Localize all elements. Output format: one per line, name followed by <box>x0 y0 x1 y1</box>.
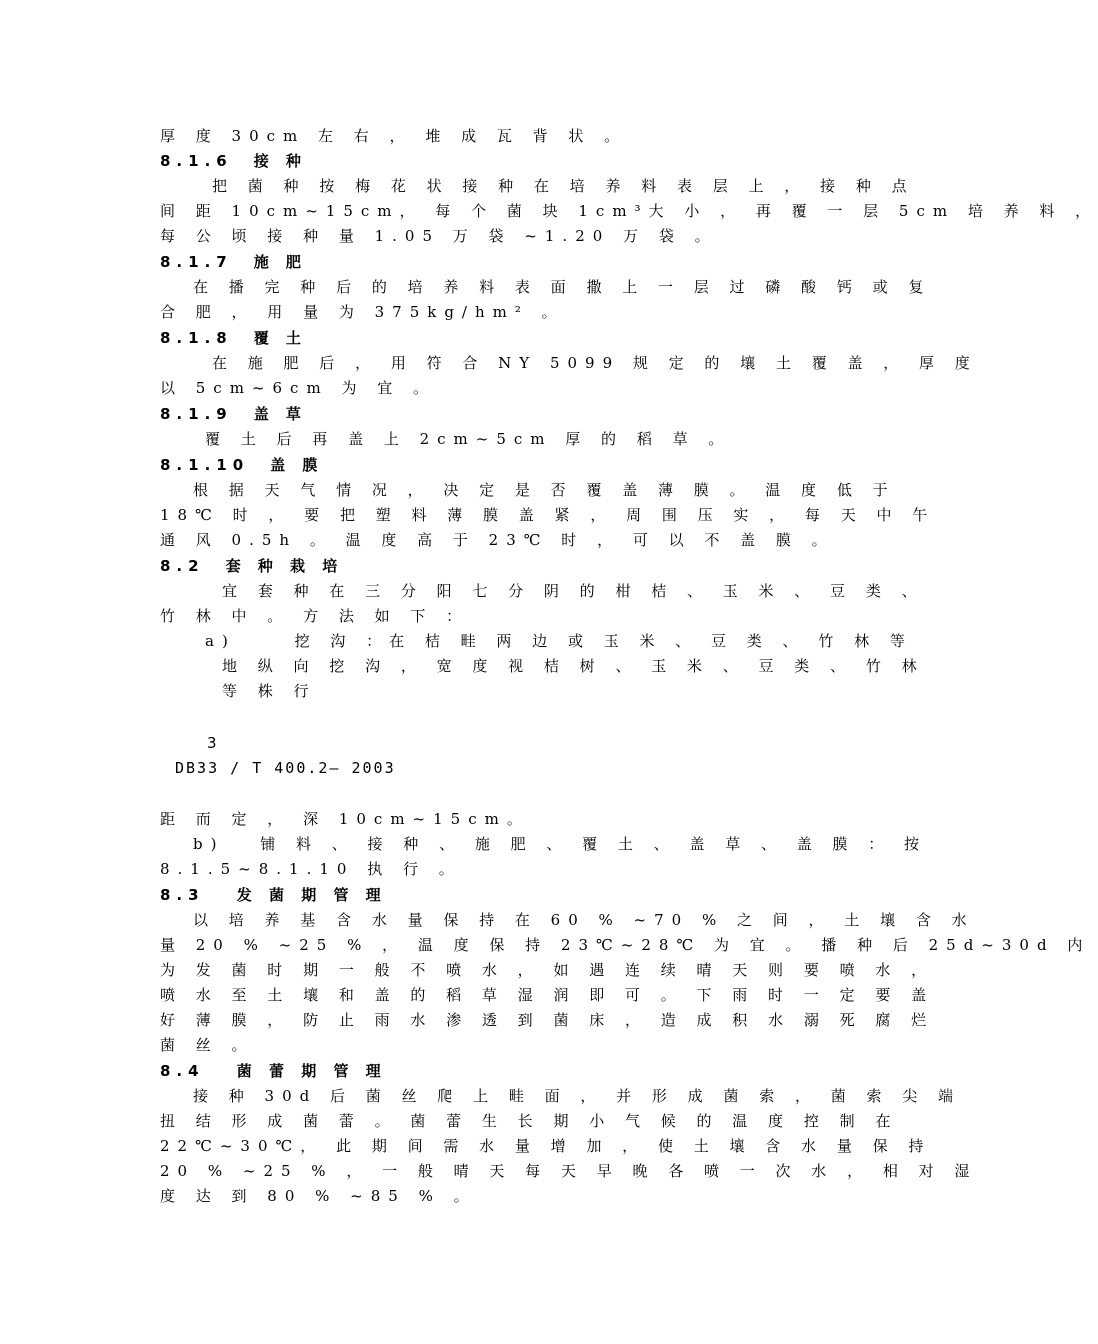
paragraph-line: 20 % ~25 % ， 一 般 晴 天 每 天 早 晚 各 喷 一 次 水 ， 相 对 湿 <box>160 1162 978 1180</box>
section-heading-8-1-7: 8.1.7 施 肥 <box>160 253 307 271</box>
list-item-a-cont: 等 株 行 <box>222 682 317 700</box>
paragraph-line: 距 而 定 ， 深 10cm~15cm。 <box>160 810 530 828</box>
paragraph-line: 菌 丝 。 <box>160 1036 255 1054</box>
paragraph-line: 覆 土 后 再 盖 上 2cm~5cm 厚 的 稻 草 。 <box>205 430 732 448</box>
paragraph-line: 以 5cm~6cm 为 宜 。 <box>160 379 436 397</box>
page-number: 3 <box>207 734 217 752</box>
paragraph-line: 18℃ 时 ， 要 把 塑 料 薄 膜 盖 紧 ， 周 围 压 实 ， 每 天 中 午 <box>160 506 936 524</box>
paragraph-line: 把 菌 种 按 梅 花 状 接 种 在 培 养 料 表 层 上 ， 接 种 点 <box>212 177 915 195</box>
paragraph-line: 竹 林 中 。 方 法 如 下 ： <box>160 607 470 625</box>
standard-code: DB33 / T 400.2— 2003 <box>175 759 396 777</box>
paragraph-line: 在 播 完 种 后 的 培 养 料 表 面 撒 上 一 层 过 磷 酸 钙 或 复 <box>193 278 932 296</box>
paragraph-line: 以 培 养 基 含 水 量 保 持 在 60 % ~70 % 之 间 ， 土 壤 含 水 <box>193 911 975 929</box>
paragraph-line: 量 20 % ~25 % ， 温 度 保 持 23℃~28℃ 为 宜 。 播 种 后 25d~30d 内 <box>160 936 1091 954</box>
paragraph-line: 厚 度 30cm 左 右 ， 堆 成 瓦 背 状 。 <box>160 127 628 145</box>
section-heading-8-1-9: 8.1.9 盖 草 <box>160 405 307 423</box>
list-item-a: a) 挖 沟 ：在 桔 畦 两 边 或 玉 米 、 豆 类 、 竹 林 等 <box>205 632 913 650</box>
paragraph-line: 度 达 到 80 % ~85 % 。 <box>160 1187 477 1205</box>
paragraph-line: 间 距 10cm~15cm， 每 个 菌 块 1cm³大 小 ， 再 覆 一 层 5cm 培 养 料 ， <box>160 202 1098 220</box>
section-heading-8-4: 8.4 菌 蕾 期 管 理 <box>160 1062 387 1080</box>
paragraph-line: 22℃~30℃， 此 期 间 需 水 量 增 加 ， 使 土 壤 含 水 量 保 持 <box>160 1137 932 1155</box>
paragraph-line: 在 施 肥 后 ， 用 符 合 NY 5099 规 定 的 壤 土 覆 盖 ， 厚 度 <box>212 354 978 372</box>
paragraph-line: 喷 水 至 土 壤 和 盖 的 稻 草 湿 润 即 可 。 下 雨 时 一 定 要 盖 <box>160 986 935 1004</box>
list-item-b: b) 铺 料 、 接 种 、 施 肥 、 覆 土 、 盖 草 、 盖 膜 ： 按 <box>193 835 928 853</box>
paragraph-line: 为 发 菌 时 期 一 般 不 喷 水 ， 如 遇 连 续 晴 天 则 要 喷 水 ， <box>160 961 935 979</box>
paragraph-line: 好 薄 膜 ， 防 止 雨 水 渗 透 到 菌 床 ， 造 成 积 水 溺 死 腐 烂 <box>160 1011 935 1029</box>
section-heading-8-3: 8.3 发 菌 期 管 理 <box>160 886 387 904</box>
paragraph-line: 根 据 天 气 情 况 ， 决 定 是 否 覆 盖 薄 膜 。 温 度 低 于 <box>193 481 896 499</box>
paragraph-line: 每 公 顷 接 种 量 1.05 万 袋 ~1.20 万 袋 。 <box>160 227 718 245</box>
paragraph-line: 扭 结 形 成 菌 蕾 。 菌 蕾 生 长 期 小 气 候 的 温 度 控 制 在 <box>160 1112 899 1130</box>
paragraph-line: 接 种 30d 后 菌 丝 爬 上 畦 面 ， 并 形 成 菌 索 ， 菌 索 尖 端 <box>193 1087 962 1105</box>
paragraph-line: 合 肥 ， 用 量 为 375kg/hm² 。 <box>160 303 565 321</box>
section-heading-8-2: 8.2 套 种 栽 培 <box>160 557 344 575</box>
section-heading-8-1-6: 8.1.6 接 种 <box>160 152 307 170</box>
section-heading-8-1-8: 8.1.8 覆 土 <box>160 329 307 347</box>
paragraph-line: 宜 套 种 在 三 分 阳 七 分 阴 的 柑 桔 、 玉 米 、 豆 类 、 <box>222 582 925 600</box>
section-heading-8-1-10: 8.1.10 盖 膜 <box>160 456 324 474</box>
paragraph-line: 8.1.5~8.1.10 执 行 。 <box>160 860 462 878</box>
list-item-a-cont: 地 纵 向 挖 沟 ， 宽 度 视 桔 树 、 玉 米 、 豆 类 、 竹 林 <box>222 657 925 675</box>
paragraph-line: 通 风 0.5h 。 温 度 高 于 23℃ 时 ， 可 以 不 盖 膜 。 <box>160 531 835 549</box>
